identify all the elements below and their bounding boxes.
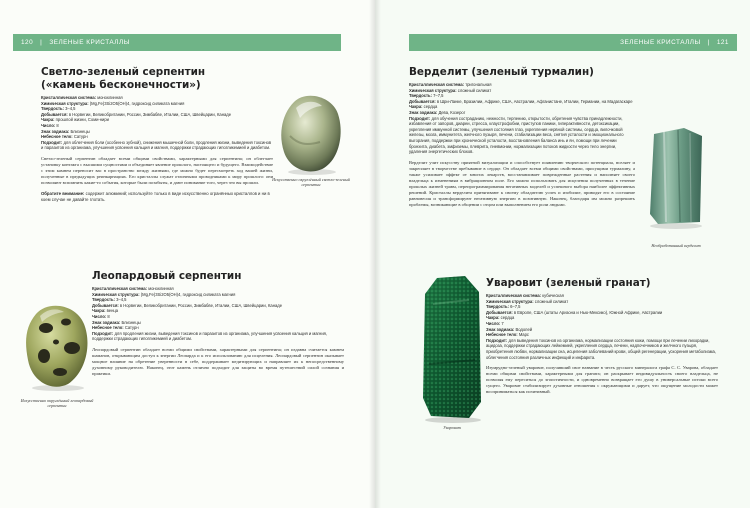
leopard-stone-image: [22, 300, 92, 392]
verdelite-crystal-image: [644, 126, 708, 230]
serpentine-properties: Кристаллическая система: моноклинная Химическая структура: (Mg,Fe)3Si2O5(OH)4, гидроксид силиката магния Твердость: 3–4,5 Добывается: в Норвегии, Великобритании, России, Зимбабве, Италии, США, Швейцарии, Канаде Чакра: прошлой жизни, Соми-нири Число: 8 Знак зодиака: Близнецы Небесное тело: Сатурн Подходит: для облегчения боли (особенно зубной), снижения мышечной боли, продления жизни, выведения токсинов и паразитов из организма, улучшения усвоения кальция и магния, поддержки страдающих гипогликемией и диабетом.: [41, 95, 272, 151]
right-page: [375, 0, 750, 508]
verdelite-section: [409, 66, 635, 208]
serpentine-stone-image: [276, 92, 346, 176]
serpentine-description: Светло-зеленый серпентин обладает всеми общими свойствами, характерными для серпентина; он облегчает установку контакта с высшими сущностями и объединяет явление прошлого, настоящего и будущего. Взаимодействие с этим камнем переносит вас в пространство между жизнями, где можно будет пересмотреть ход вашей жизни, полученные в предыдущих реинкарнациях. Его кристаллы служат отличными проводниками к миру прошлого: они позволяют вспомнить какие-то события, которые были позабыты, и дают понимание того, через что вы прошли.: [41, 155, 273, 186]
uvarovite-section: [486, 277, 718, 395]
uvarovite-crystal-image: [419, 274, 485, 424]
serpentine-title: Светло-зеленый серпентин («камень бесконечности»): [41, 66, 206, 91]
section-title: ЗЕЛЕНЫЕ КРИСТАЛЛЫ: [620, 39, 701, 46]
leopard-description: Леопардовый серпентин обладает всеми общими свойствами, характерными для серпентина; он издавна считается камнем шаманов, открывающим доступ к энергии Леопарда и к его использованию для исцеления. Леопардовый серпентин оказывает мощное влияние на обретение уверенности в себе, поддерживает медитирующих и направляет их к непосредственному духовному руководителю. Наконец, этот камень отлично подходит для защиты во время путешествий силой сознания и практики.: [92, 346, 344, 377]
leopard-title: Леопардовый серпентин: [92, 270, 242, 282]
verdelite-title: Верделит (зеленый турмалин): [409, 66, 594, 78]
serpentine-caption: Искусственно округлённый светло-зеленый серпентин: [272, 177, 350, 188]
left-page-header: 120 | ЗЕЛЕНЫЕ КРИСТАЛЛЫ: [13, 34, 341, 51]
serpentine-warning: Обратите внимание: содержит алюминий; используйте только в виде искусственно огранённых кристаллов и ни в коем случае не давайте глотать.: [41, 191, 270, 202]
verdelite-properties: Кристаллическая система: тригональная Химическая структура: сложный силикат Твердость: 7–7,5 Добывается: в Шри-Ланке, Бразилии, Африке, США, Австралии, Афганистане, Италии, Германии, на Мадагаскаре Чакра: сердца Знак зодиака: Дева, Козерог Подходит: для обучения состраданию, нежности, терпению, открытости, обретения чувства принадлежности, избавления от запоров, диареи, стресса, клаустрофобии, приступов паники, гиперактивности, детоксикации, укрепления иммунной системы, улучшения состояния глаз, укрепления нервной системы, сердца, вилочковой железы, мозга, иммунитета, желчного пузыря, печени, стабилизации веса, снятия усталости и эмоционального выгорания, поддержки при хронической усталости, восстановления баланса инь и ян, помощи при лечении бронхита, диабета, эмфиземы, плеврита, пневмонии, нормализации потоков жидкости через тело энергии, удаления энергетических блоков.: [409, 82, 633, 155]
uvarovite-caption: Уваровит: [443, 425, 461, 430]
verdelite-description: Верделит учит искусству приятной визуализации и способствует появлению творческого потенциала, вселяет и закрепляет в творчестве пребывание в сердце. Он обладает всеми общими свойствами, присущими турмалину, а также усиливает эффект от многих лекарств, восстанавливает поврежденные растения и наполняет своего владельца к изменениям в вибрационном поле. Его можно использовать для исцеления полученных в течение прошлых жизней травм, перепрограммирования негативных моделей и успешного выбора наиболее эффективных решений. Кристаллы верделита притягивают к своему обладателю успех и изобилие, приводят его в состояние равновесия и трансформируют негативную энергию в позитивную. Наконец, благодаря им можно разрешить проблемы, возникающие в общении с отцом или выполнением его роли людьми.: [409, 159, 635, 208]
leopard-properties: Кристаллическая система: моноклинная Химическая структура: (Mg,Fe)3Si2O5(OH)4, гидроксид силиката магния Твердость: 3–4,5 Добывается: в Норвегии, Великобритании, России, Зимбабве, Италии, США, Швейцарии, Канаде Чакра: венца Число: 8 Знак зодиака: Близнецы Небесное тело: Сатурн Подходит: для продления жизни, выведения токсинов и паразитов из организма, улучшения усвоения кальция и магния, поддержки страдающих гипогликемией и диабетом.: [92, 286, 328, 342]
uvarovite-title: Уваровит (зеленый гранат): [486, 277, 651, 289]
verdelite-caption: Необработанный верделит: [651, 243, 701, 248]
uvarovite-properties: Кристаллическая система: кубическая Химическая структура: сложный силикат Твердость: 6–7,5 Добывается: в Европе, США (штаты Аризона и Нью-Мексико), Южной Африке, Австралии Чакра: сердца Число: 7 Знак зодиака: Водолей Небесное тело: Марс Подходит: для выведения токсинов из организма, нормализации состояния кожи, помощи при лечении лихорадки, ацидоза, поддержки страдающих лейкемией, укрепления сердца, печени, надпочечников и желчного пузыря, приобретения любви, нормализации сна, исцеления заболеваний крови, общей регенерации, ускорения метаболизма, облегчения состояния различных инфекций и инфаркта.: [486, 293, 716, 360]
leopard-section: [92, 270, 344, 377]
uvarovite-description: Изумрудно-зеленый уваровит, получивший свое название в честь русского минералога графа С. С. Уварова, обладает всеми общими свойствами, характерными для граната; он раскрывает индивидуальность своего владельца, не позволяя ему переситься до эгоистичности, и одновременно возвращает его душу в универсальные истоки всего сущего. Уваровит стабилизирует духовные отношения с окружающими и дарует, что ощущение молодости может восприниматься как позитивный.: [486, 365, 718, 395]
leopard-caption: Искусственно округлённый леопардовый серпентин: [20, 398, 94, 409]
right-page-header: ЗЕЛЕНЫЕ КРИСТАЛЛЫ | 121: [409, 34, 737, 51]
book-gutter-shadow: [369, 0, 381, 508]
page-number: 121: [716, 39, 729, 46]
page-number: 120: [21, 39, 34, 46]
section-title: ЗЕЛЕНЫЕ КРИСТАЛЛЫ: [49, 39, 130, 46]
serpentine-section: [41, 66, 273, 203]
